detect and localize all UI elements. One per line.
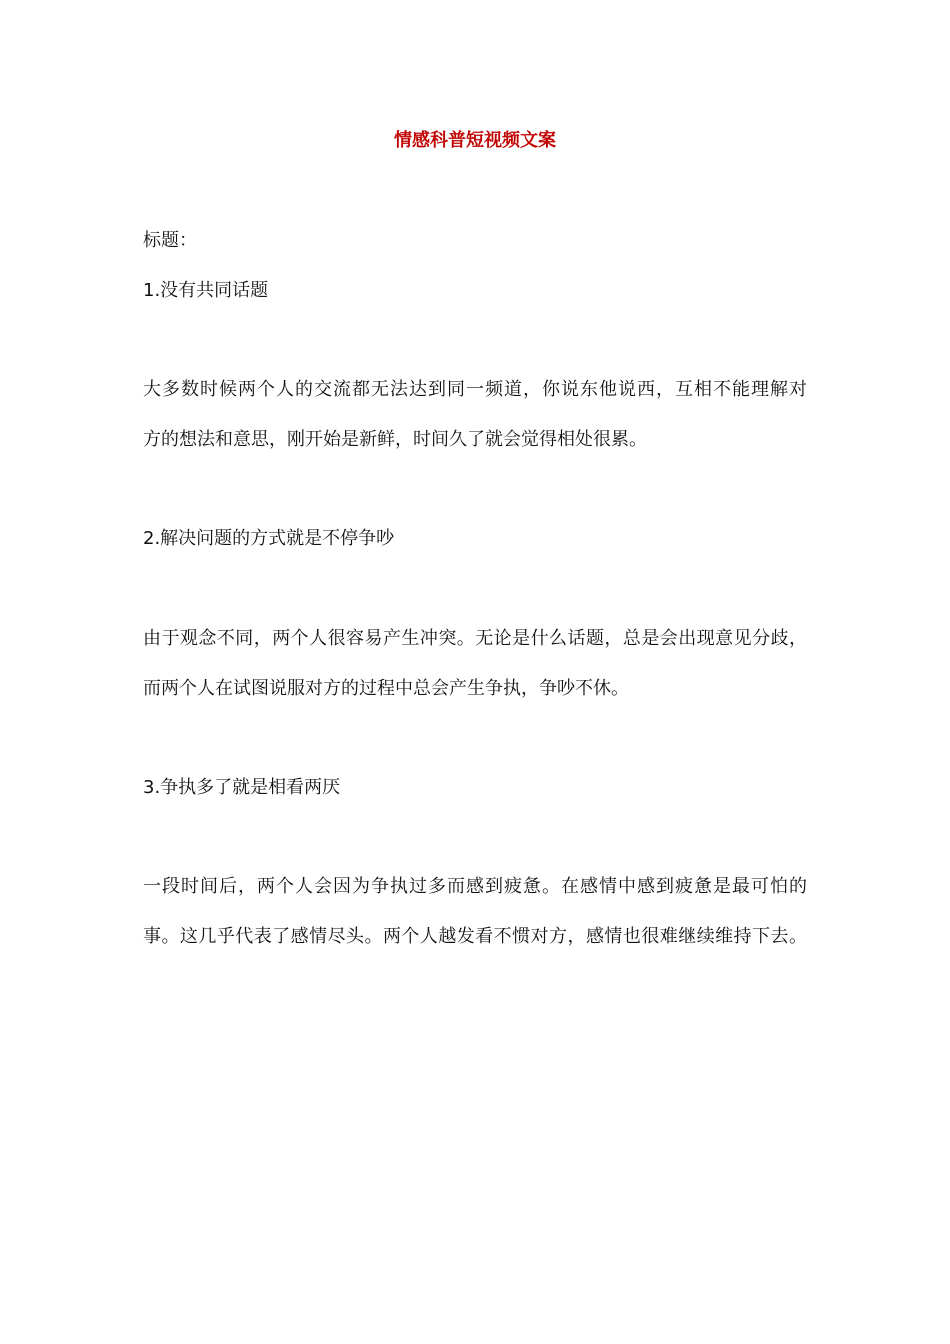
document-title: 情感科普短视频文案 <box>394 130 556 151</box>
section-2-line-1: 由于观念不同，两个人很容易产生冲突。无论是什么话题，总是会出现意见分歧， <box>143 628 807 649</box>
section-heading-3: 3.争执多了就是相看两厌 <box>143 777 341 798</box>
section-1-line-2: 方的想法和意思，刚开始是新鲜，时间久了就会觉得相处很累。 <box>143 429 647 450</box>
section-heading-2: 2.解决问题的方式就是不停争吵 <box>143 528 395 549</box>
section-2-line-2: 而两个人在试图说服对方的过程中总会产生争执，争吵不休。 <box>143 678 629 699</box>
section-heading-1: 1.没有共同话题 <box>143 280 269 301</box>
section-1-line-1: 大多数时候两个人的交流都无法达到同一频道，你说东他说西，互相不能理解对 <box>143 379 807 400</box>
title-label: 标题： <box>143 230 197 251</box>
section-3-line-2: 事。这几乎代表了感情尽头。两个人越发看不惯对方，感情也很难继续维持下去。 <box>143 926 807 947</box>
section-3-line-1: 一段时间后，两个人会因为争执过多而感到疲惫。在感情中感到疲惫是最可怕的 <box>143 876 807 897</box>
